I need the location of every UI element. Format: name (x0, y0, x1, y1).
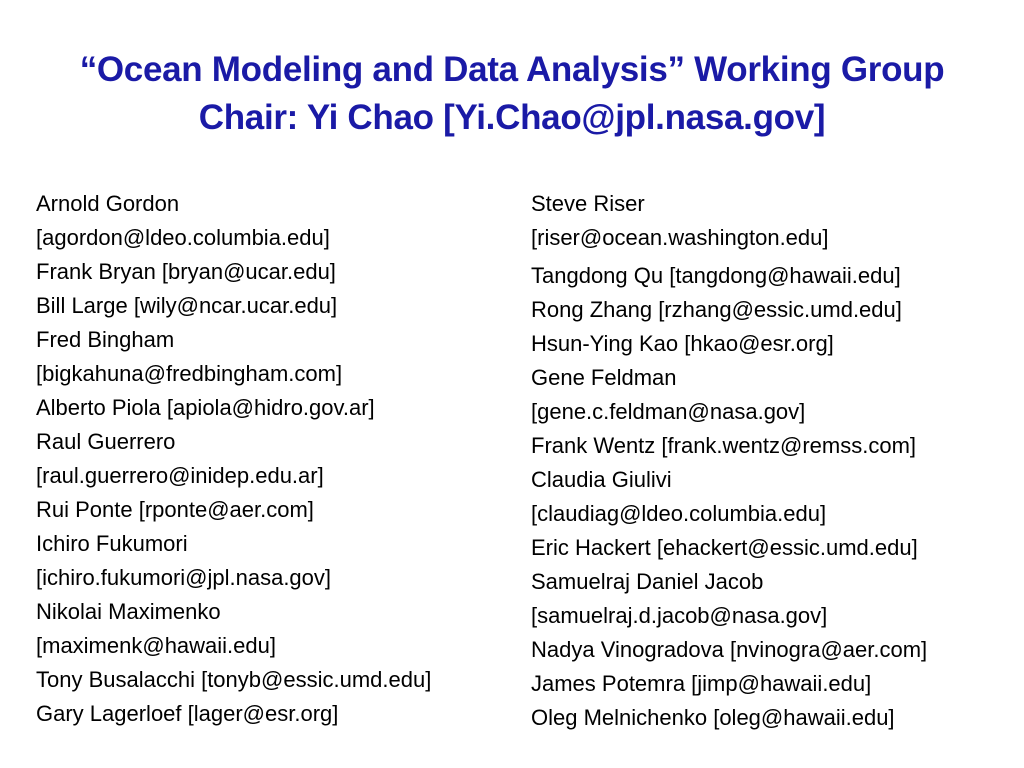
member-line: Bill Large [wily@ncar.ucar.edu] (36, 293, 338, 318)
member-line: [claudiag@ldeo.columbia.edu] (531, 501, 827, 526)
member-line: Gene Feldman (531, 365, 677, 390)
member-line: Eric Hackert [ehackert@essic.umd.edu] (531, 535, 918, 560)
member-line: Nadya Vinogradova [nvinogra@aer.com] (531, 637, 928, 662)
member-line: Raul Guerrero (36, 429, 176, 454)
member-line: [ichiro.fukumori@jpl.nasa.gov] (36, 565, 332, 590)
member-line: Tangdong Qu [tangdong@hawaii.edu] (531, 263, 901, 288)
member-line: Steve Riser (531, 191, 645, 216)
member-line: James Potemra [jimp@hawaii.edu] (531, 671, 872, 696)
member-line: [gene.c.feldman@nasa.gov] (531, 399, 806, 424)
member-line: [riser@ocean.washington.edu] (531, 225, 829, 250)
member-line: Claudia Giulivi (531, 467, 672, 492)
slide-title (0, 46, 1024, 142)
member-line: Oleg Melnichenko [oleg@hawaii.edu] (531, 705, 895, 730)
member-line: [samuelraj.d.jacob@nasa.gov] (531, 603, 828, 628)
member-line: Fred Bingham (36, 327, 175, 352)
member-line: Nikolai Maximenko (36, 599, 221, 624)
member-line: Gary Lagerloef [lager@esr.org] (36, 701, 339, 726)
member-line: Tony Busalacchi [tonyb@essic.umd.edu] (36, 667, 432, 692)
member-line: Hsun-Ying Kao [hkao@esr.org] (531, 331, 834, 356)
title-line-2: Chair: Yi Chao [Yi.Chao@jpl.nasa.gov] (198, 98, 826, 137)
member-line: [bigkahuna@fredbingham.com] (36, 361, 343, 386)
left-member-column (36, 187, 506, 731)
member-line: Rong Zhang [rzhang@essic.umd.edu] (531, 297, 902, 322)
member-line: Samuelraj Daniel Jacob (531, 569, 764, 594)
member-line: Frank Bryan [bryan@ucar.edu] (36, 259, 336, 284)
member-line: Arnold Gordon (36, 191, 180, 216)
member-line: Frank Wentz [frank.wentz@remss.com] (531, 433, 917, 458)
member-line: [agordon@ldeo.columbia.edu] (36, 225, 330, 250)
member-line: Rui Ponte [rponte@aer.com] (36, 497, 314, 522)
member-line: Alberto Piola [apiola@hidro.gov.ar] (36, 395, 375, 420)
title-line-1: “Ocean Modeling and Data Analysis” Working Group (79, 50, 945, 89)
right-member-column (531, 187, 1011, 735)
member-line: Ichiro Fukumori (36, 531, 188, 556)
member-line: [maximenk@hawaii.edu] (36, 633, 276, 658)
member-line: [raul.guerrero@inidep.edu.ar] (36, 463, 324, 488)
